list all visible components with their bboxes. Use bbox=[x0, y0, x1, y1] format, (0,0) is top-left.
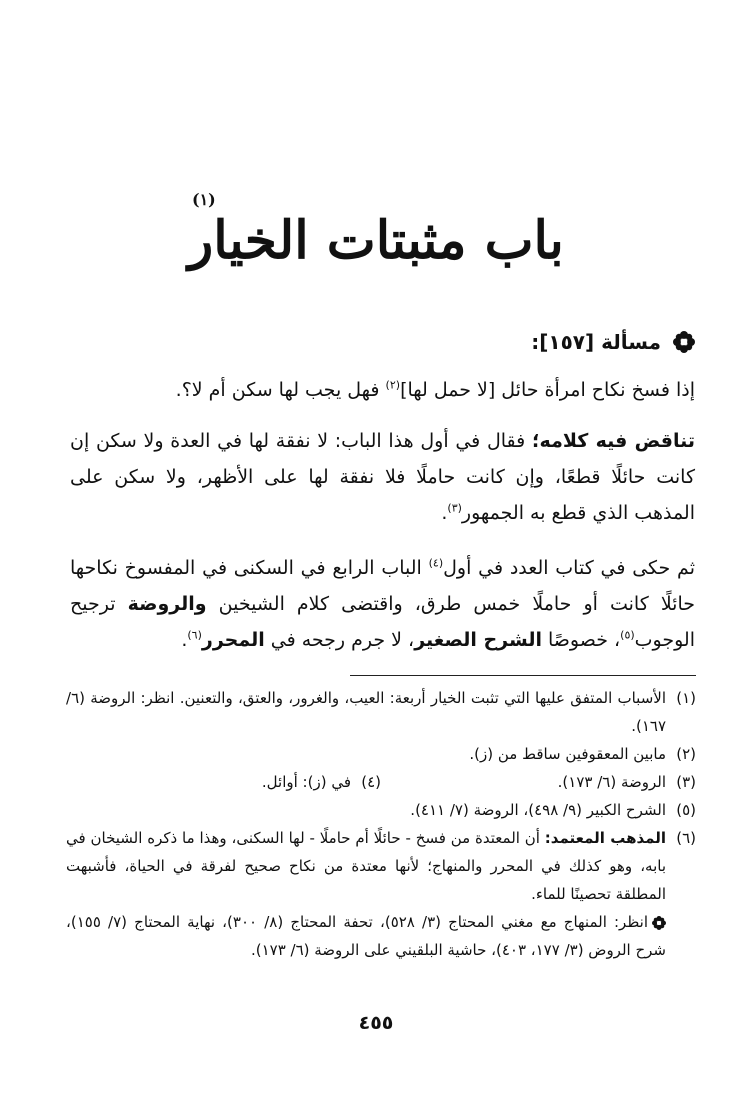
masala-heading bbox=[70, 330, 695, 354]
page-number: ٤٥٥ bbox=[358, 1012, 394, 1034]
para2-footnote-ref-5: (٥) bbox=[620, 628, 635, 642]
footnote-text: الأسباب المتفق عليها التي تثبت الخيار أربعة: العيب، والغرور، والعتق، والتعنين. انظر: الروضة (٦/ ١٦٧). bbox=[66, 689, 666, 735]
masala-label: مسألة [١٥٧]: bbox=[531, 330, 661, 354]
question-part2: فهل يجب لها سكن أم لا؟. bbox=[175, 379, 386, 401]
chapter-title: باب مثبتات الخيار bbox=[188, 210, 564, 271]
footnote-4 bbox=[66, 768, 381, 796]
footnote-1 bbox=[66, 684, 696, 740]
footnote-number: (٥) bbox=[676, 801, 696, 819]
footnote-6-body: أن المعتدة من فسخ - حائلًا أم حاملًا - لها السكنى، وهذا ما ذكره الشيخان في بابه، وهو كذلك في المحرر والمنهاج؛ لأنها معتدة من نكاح صحيح لفرقة في الحياة، فأشبهت المطلقة تحصينًا للماء. bbox=[66, 829, 666, 903]
para1-text: فقال في أول هذا الباب: لا نفقة لها في العدة ولا سكن إن كانت حائلًا قطعًا، وإن كانت حاملًا فلا نفقة لها على الأظهر، ولا سكن على المذهب الذي قطع به الجمهور bbox=[70, 430, 695, 524]
footnote-text: في (ز): أوائل. bbox=[261, 773, 351, 791]
para1-bold-lead: تناقض فيه كلامه؛ bbox=[531, 430, 695, 452]
footnotes-3-4 bbox=[66, 768, 696, 796]
para2-text1: ثم حكى في كتاب العدد في أول bbox=[443, 557, 695, 579]
footnote-6 bbox=[66, 824, 696, 908]
question-text bbox=[70, 372, 695, 408]
chapter-heading bbox=[0, 190, 752, 310]
paragraph-2 bbox=[70, 550, 695, 658]
para2-end: . bbox=[181, 629, 188, 651]
footnote-number: (٢) bbox=[676, 745, 696, 763]
footnote-6-bold-lead: المذهب المعتمد: bbox=[544, 829, 666, 847]
footnotes bbox=[66, 684, 696, 964]
para2-bold-sharh: الشرح الصغير bbox=[414, 629, 542, 651]
para2-text3: ترجيح الوجوب bbox=[70, 593, 695, 651]
paragraph-1 bbox=[70, 423, 695, 531]
footnote-5 bbox=[66, 796, 696, 824]
para1-end: . bbox=[441, 502, 448, 524]
footnote-text: مابين المعقوفين ساقط من (ز). bbox=[469, 745, 666, 763]
footnote-text bbox=[66, 824, 666, 908]
footnote-divider bbox=[350, 675, 696, 676]
footnote-number: (١) bbox=[676, 689, 696, 707]
question-footnote-ref: (٢) bbox=[385, 378, 401, 392]
footnote-number: (٤) bbox=[361, 773, 381, 791]
para2-text2: الباب الرابع في السكنى في المفسوخ نكاحها حائلًا كانت أو حاملًا خمس طرق، واقتضى كلام الشيخين bbox=[70, 557, 695, 615]
footnote-text: الشرح الكبير (٩/ ٤٩٨)، الروضة (٧/ ٤١١). bbox=[410, 801, 666, 819]
question-part1: إذا فسخ نكاح امرأة حائل [لا حمل لها] bbox=[400, 379, 695, 401]
para1-footnote-ref: (٣) bbox=[447, 501, 462, 515]
para2-footnote-ref-6: (٦) bbox=[187, 628, 202, 642]
para2-bold-muharrar: المحرر bbox=[201, 629, 265, 651]
para2-text5: ، لا جرم رجحه في bbox=[264, 629, 415, 651]
footnote-6-references bbox=[66, 908, 696, 964]
flower-bullet-icon bbox=[652, 916, 666, 930]
para2-text4: ، خصوصًا bbox=[541, 629, 621, 651]
footnote-number: (٦) bbox=[676, 829, 696, 847]
references-text: انظر: المنهاج مع مغني المحتاج (٣/ ٥٢٨)، تحفة المحتاج (٨/ ٣٠٠)، نهاية المحتاج (٧/ ١٥٥)، شرح الروض (٣/ ١٧٧، ٤٠٣)، حاشية البلقيني على الروضة (٦/ ١٧٣). bbox=[66, 913, 666, 959]
chapter-footnote-ref: (١) bbox=[192, 190, 216, 209]
footnote-2 bbox=[66, 740, 696, 768]
footnote-text: الروضة (٦/ ١٧٣). bbox=[557, 773, 666, 791]
flower-bullet-icon bbox=[673, 331, 695, 353]
footnote-3 bbox=[381, 768, 696, 796]
footnote-number: (٣) bbox=[676, 773, 696, 791]
para2-footnote-ref-4: (٤) bbox=[428, 556, 444, 570]
para2-bold-rawda: والروضة bbox=[127, 593, 207, 615]
